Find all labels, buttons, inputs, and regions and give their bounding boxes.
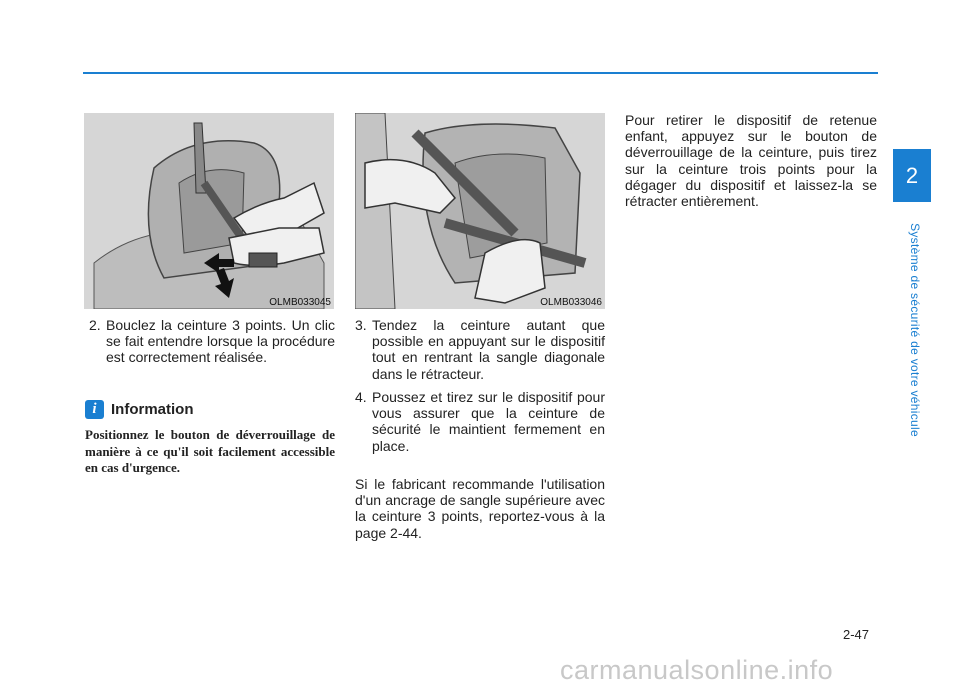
info-title: Information: [111, 401, 194, 418]
step-3: [355, 317, 605, 382]
step-4: [355, 389, 605, 454]
header-rule: [83, 72, 878, 74]
chapter-title: Système de sécurité de votre véhicule: [908, 223, 922, 437]
step-text: Bouclez la ceinture 3 points. Un clic se fait entendre lorsque la procédure est correctement réalisée.: [106, 317, 335, 366]
figure-tension-belt: [355, 113, 605, 309]
watermark: carmanualsonline.info: [560, 655, 834, 685]
chapter-number-tab[interactable]: 2: [893, 149, 931, 202]
step-number: 2.: [89, 317, 101, 333]
step-text: Tendez la ceinture autant que possible en appuyant sur le dispositif tout en rentrant la sangle diagonale dans le rétracteur.: [372, 317, 605, 382]
figure-code: OLMB033045: [269, 297, 331, 308]
info-icon: i: [85, 400, 104, 419]
step-number: 3.: [355, 317, 367, 333]
child-seat-belt-tension-illustration: [355, 113, 605, 309]
figure-code: OLMB033046: [540, 297, 602, 308]
step-text: Poussez et tirez sur le dispositif pour vous assurer que la ceinture de sécurité le maintient fermement en place.: [372, 389, 605, 454]
page-number: 2-47: [843, 627, 870, 642]
removal-instructions: Pour retirer le dispositif de retenue enfant, appuyez sur le bouton de déverrouillage de la ceinture, puis tirez sur la ceinture trois points pour la dégager du dispositif et laissez-la se rétracter entièrement.: [625, 112, 877, 210]
figure-buckle-belt: [84, 113, 334, 309]
step-2: [89, 317, 335, 366]
child-seat-buckle-illustration: [84, 113, 334, 309]
info-text: Positionnez le bouton de déverrouillage de manière à ce qu'il soit facilement accessible en cas d'urgence.: [85, 427, 335, 475]
step-number: 4.: [355, 389, 367, 405]
anchor-note: Si le fabricant recommande l'utilisation d'un ancrage de sangle supérieure avec la ceinture 3 points, reportez-vous à la page 2-44.: [355, 476, 605, 541]
